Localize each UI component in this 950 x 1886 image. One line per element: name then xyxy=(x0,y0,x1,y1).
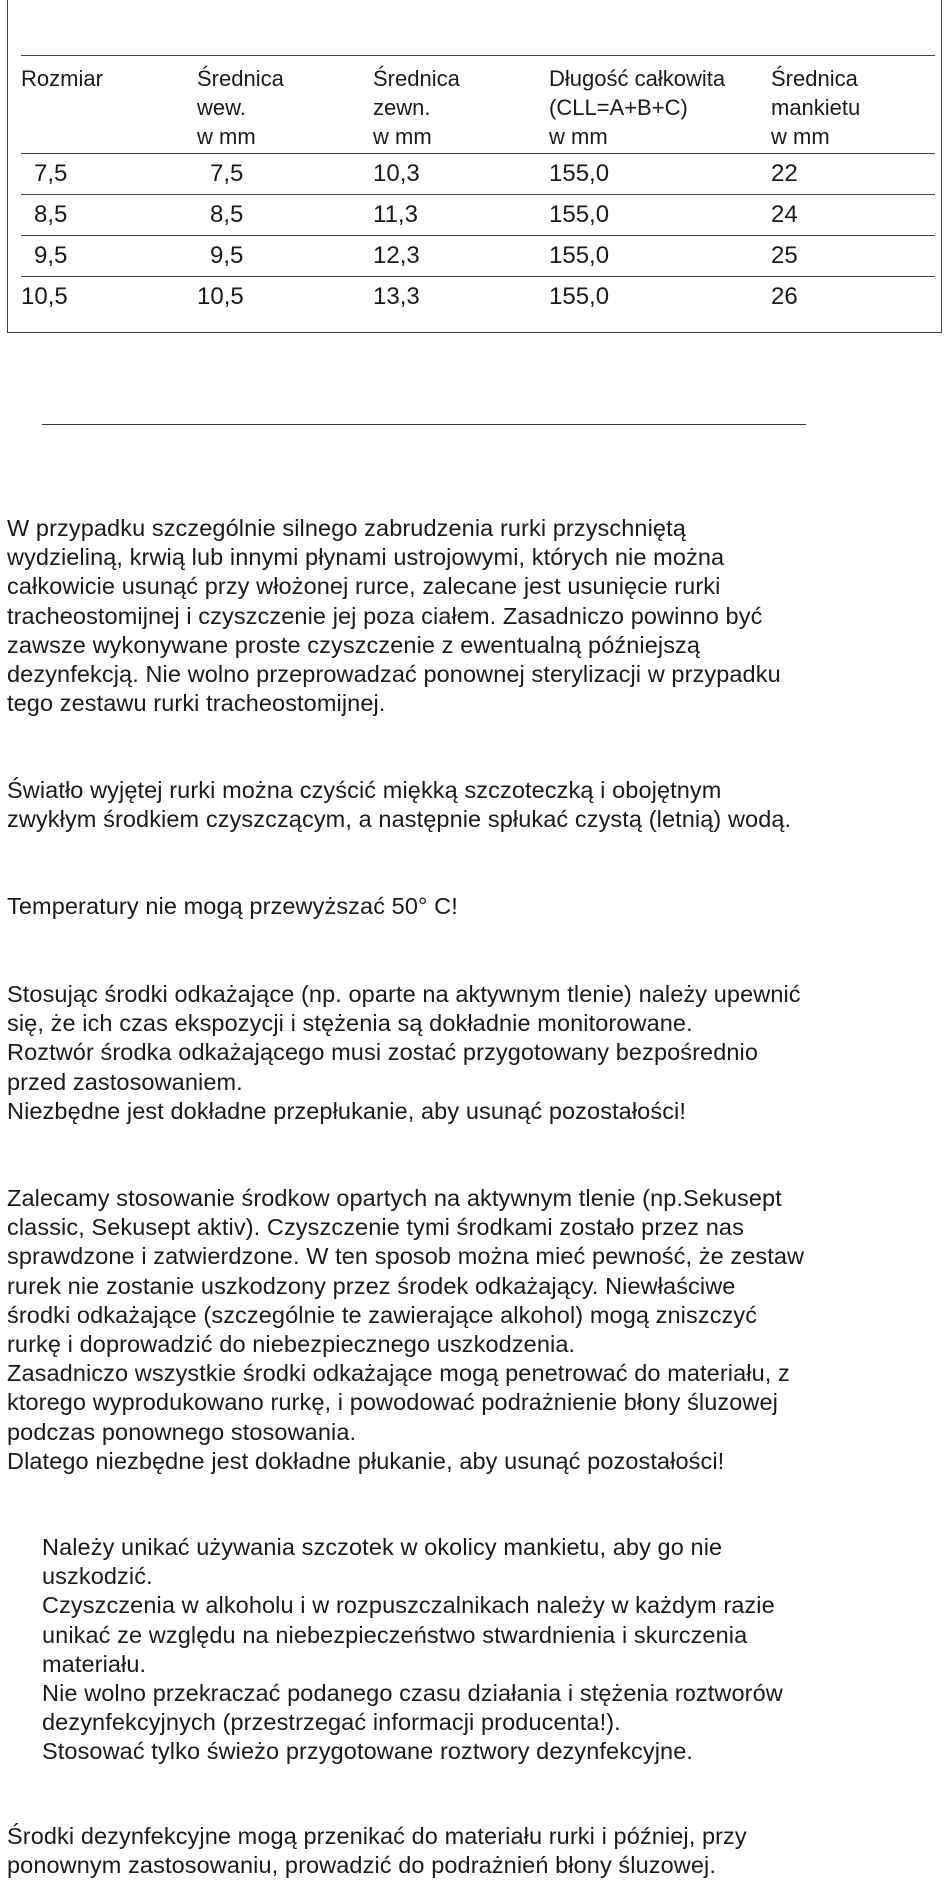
header-line: w mm xyxy=(549,124,608,149)
cell-total-length: 155,0 xyxy=(549,154,771,195)
header-line: (CLL=A+B+C) xyxy=(549,95,688,120)
cell-cuff-diameter: 22 xyxy=(771,154,935,195)
section-divider xyxy=(42,424,806,425)
size-table-frame xyxy=(7,0,942,333)
table-row xyxy=(21,277,935,318)
cell-total-length: 155,0 xyxy=(549,283,610,310)
header-line: wew. xyxy=(197,95,246,120)
header-size xyxy=(21,56,197,154)
cell-inner-diameter: 8,5 xyxy=(197,195,373,236)
paragraph-mucosa-irritation: Środki dezynfekcyjne mogą przenikać do materiału rurki i później, przy ponownym zastosowaniu, prowadzić do podrażnień błony śluzowej. xyxy=(7,1823,747,1879)
cell-cuff-diameter: 25 xyxy=(771,236,935,277)
header-line: Średnica xyxy=(771,66,858,91)
header-line: w mm xyxy=(771,124,830,149)
header-line: Rozmiar xyxy=(21,66,103,91)
cell-inner-diameter: 10,5 xyxy=(197,283,244,310)
cell-outer-diameter: 10,3 xyxy=(373,154,549,195)
paragraph-temperature-warning: Temperatury nie mogą przewyższać 50° C! xyxy=(7,893,458,919)
cell-size: 10,5 xyxy=(21,283,68,310)
table-header-row xyxy=(21,56,935,154)
header-line: zewn. xyxy=(373,95,431,120)
paragraph-cuff-precautions: Należy unikać używania szczotek w okolicy mankietu, aby go nie uszkodzić. Czyszczenia w alkoholu i w rozpuszczalnikach należy w każdym razie unikać ze względu na niebezpieczeństwo stwardnienia i skurczenia materiału. Nie wolno przekraczać podanego czasu działania i stężenia roztworów dezynfekcyjnych (przestrzegać informacji producenta!). Stosować tylko świeżo przygotowane roztwory dezynfekcyjne. xyxy=(42,1534,783,1765)
header-line: Średnica xyxy=(373,66,460,91)
cell-outer-diameter: 13,3 xyxy=(373,283,420,310)
cell-outer-diameter: 11,3 xyxy=(373,195,549,236)
paragraph-recommended-agents: Zalecamy stosowanie środkow opartych na aktywnym tlenie (np.Sekusept classic, Sekusept aktiv). Czyszczenie tymi środkami zostało przez nas sprawdzone i zatwierdzone. W ten sposob można mieć pewność, że zestaw rurek nie zostanie uszkodzony przez środek odkażający. Niewłaściwe środki odkażające (szczególnie te zawierające alkohol) mogą zniszczyć rurkę i doprowadzić do niebezpiecznego uszkodzenia. Zasadniczo wszystkie środki odkażające mogą penetrować do materiału, z ktorego wyprodukowano rurkę, i powodować podrażnienie błony śluzowej podczas ponownego stosowania. Dlatego niezbędne jest dokładne płukanie, aby usunąć pozostałości! xyxy=(7,1185,805,1474)
cell-cuff-diameter: 24 xyxy=(771,195,935,236)
header-line: mankietu xyxy=(771,95,861,120)
size-table xyxy=(21,55,935,317)
header-cuff-diameter xyxy=(771,56,935,154)
header-inner-diameter xyxy=(197,56,373,154)
table-row xyxy=(21,195,935,236)
cell-cuff-diameter: 26 xyxy=(771,283,798,310)
header-line: Długość całkowita xyxy=(549,66,726,91)
cell-total-length: 155,0 xyxy=(549,195,771,236)
paragraph-disinfectant-usage: Stosując środki odkażające (np. oparte na aktywnym tlenie) należy upewnić się, że ich czas ekspozycji i stężenia są dokładnie monitorowane. Roztwór środka odkażającego musi zostać przygotowany bezpośrednio przed zastosowaniem. Niezbędne jest dokładne przepłukanie, aby usunąć pozostałości! xyxy=(7,981,801,1124)
header-total-length xyxy=(549,56,771,154)
header-outer-diameter xyxy=(373,56,549,154)
paragraph-heavy-soiling: W przypadku szczególnie silnego zabrudzenia rurki przyschniętą wydzieliną, krwią lub innymi płynami ustrojowymi, których nie można całkowicie usunąć przy włożonej rurce, zalecane jest usunięcie rurki tracheostomijnej i czyszczenie jej poza ciałem. Zasadniczo powinno być zawsze wykonywane proste czyszczenie z ewentualną późniejszą dezynfekcją. Nie wolno przeprowadzać ponownej sterylizacji w przypadku tego zestawu rurki tracheostomijnej. xyxy=(7,515,781,717)
cell-inner-diameter: 7,5 xyxy=(197,154,373,195)
cell-size: 9,5 xyxy=(21,236,197,277)
cell-size: 8,5 xyxy=(21,195,197,236)
cell-outer-diameter: 12,3 xyxy=(373,236,549,277)
header-line: w mm xyxy=(373,124,432,149)
table-row xyxy=(21,154,935,195)
cell-size: 7,5 xyxy=(21,154,197,195)
paragraph-lumen-cleaning: Światło wyjętej rurki można czyścić miękką szczoteczką i obojętnym zwykłym środkiem czyszczącym, a następnie spłukać czystą (letnią) wodą. xyxy=(7,777,792,833)
header-line: w mm xyxy=(197,124,256,149)
header-line: Średnica xyxy=(197,66,284,91)
cell-total-length: 155,0 xyxy=(549,236,771,277)
cell-inner-diameter: 9,5 xyxy=(197,236,373,277)
table-row xyxy=(21,236,935,277)
